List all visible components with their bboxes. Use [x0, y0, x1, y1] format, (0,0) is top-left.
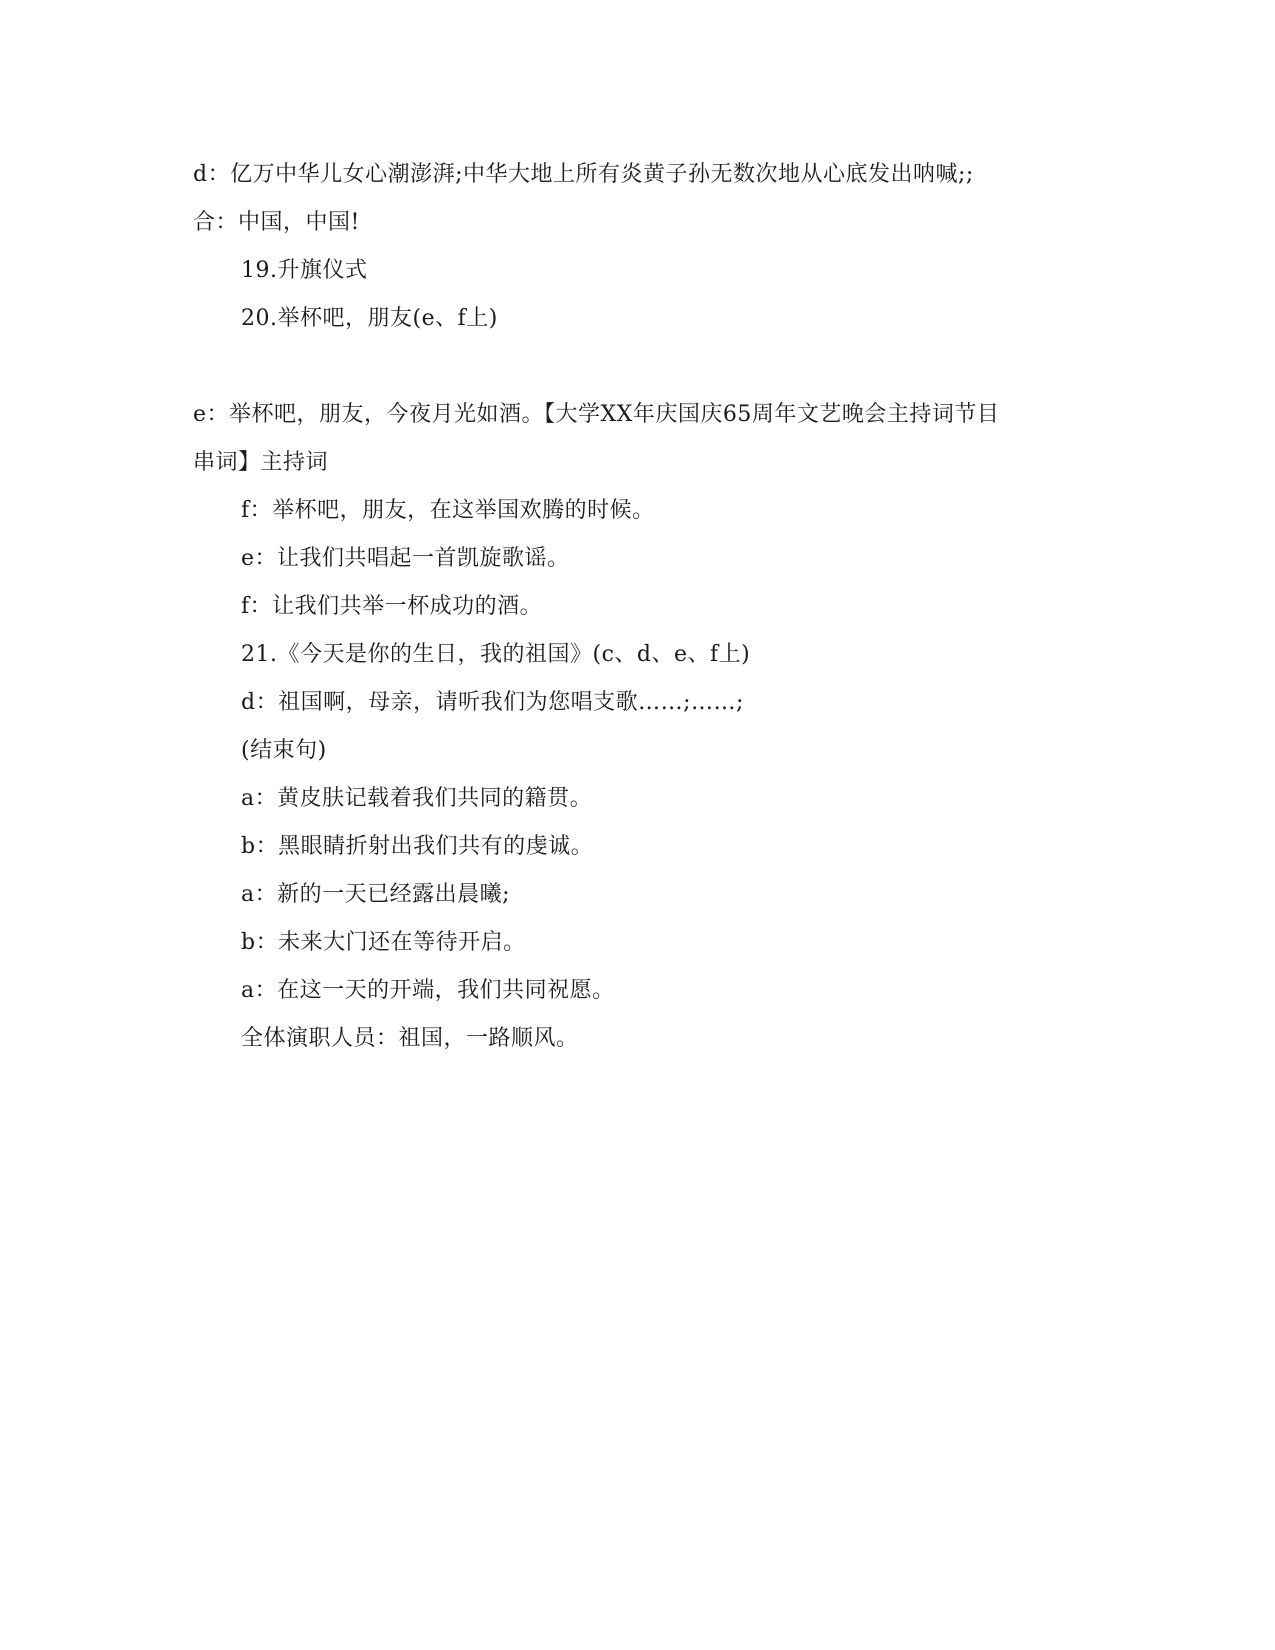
text-line: (结束句): [241, 738, 327, 763]
paragraph-gap: [193, 343, 1093, 391]
text-line: f：举杯吧，朋友，在这举国欢腾的时候。: [241, 498, 655, 523]
document-body: [193, 151, 1093, 1063]
section-heading: 19.升旗仪式: [241, 258, 368, 283]
text-line: d：亿万中华儿女心潮澎湃;中华大地上所有炎黄子孙无数次地从心底发出呐喊;;: [193, 162, 974, 187]
text-line: a：新的一天已经露出晨曦;: [241, 882, 511, 907]
text-line: 串词】主持词: [193, 450, 329, 475]
text-line: b：未来大门还在等待开启。: [241, 930, 526, 955]
text-line: e：举杯吧，朋友，今夜月光如酒。【大学XX年庆国庆65周年文艺晚会主持词节目: [193, 402, 1000, 427]
text-line: a：在这一天的开端，我们共同祝愿。: [241, 978, 615, 1003]
text-line: f：让我们共举一杯成功的酒。: [241, 594, 543, 619]
text-line: b：黑眼睛折射出我们共有的虔诚。: [241, 834, 594, 859]
text-line: e：让我们共唱起一首凯旋歌谣。: [241, 546, 570, 571]
text-line: d：祖国啊，母亲，请听我们为您唱支歌……;……;: [241, 690, 744, 715]
text-line: 合：中国，中国!: [193, 210, 360, 235]
section-heading: 21.《今天是你的生日，我的祖国》(c、d、e、f上): [241, 642, 751, 667]
text-line: a：黄皮肤记载着我们共同的籍贯。: [241, 786, 593, 811]
text-line: 全体演职人员：祖国，一路顺风。: [241, 1026, 579, 1051]
section-heading: 20.举杯吧，朋友(e、f上): [241, 306, 498, 331]
